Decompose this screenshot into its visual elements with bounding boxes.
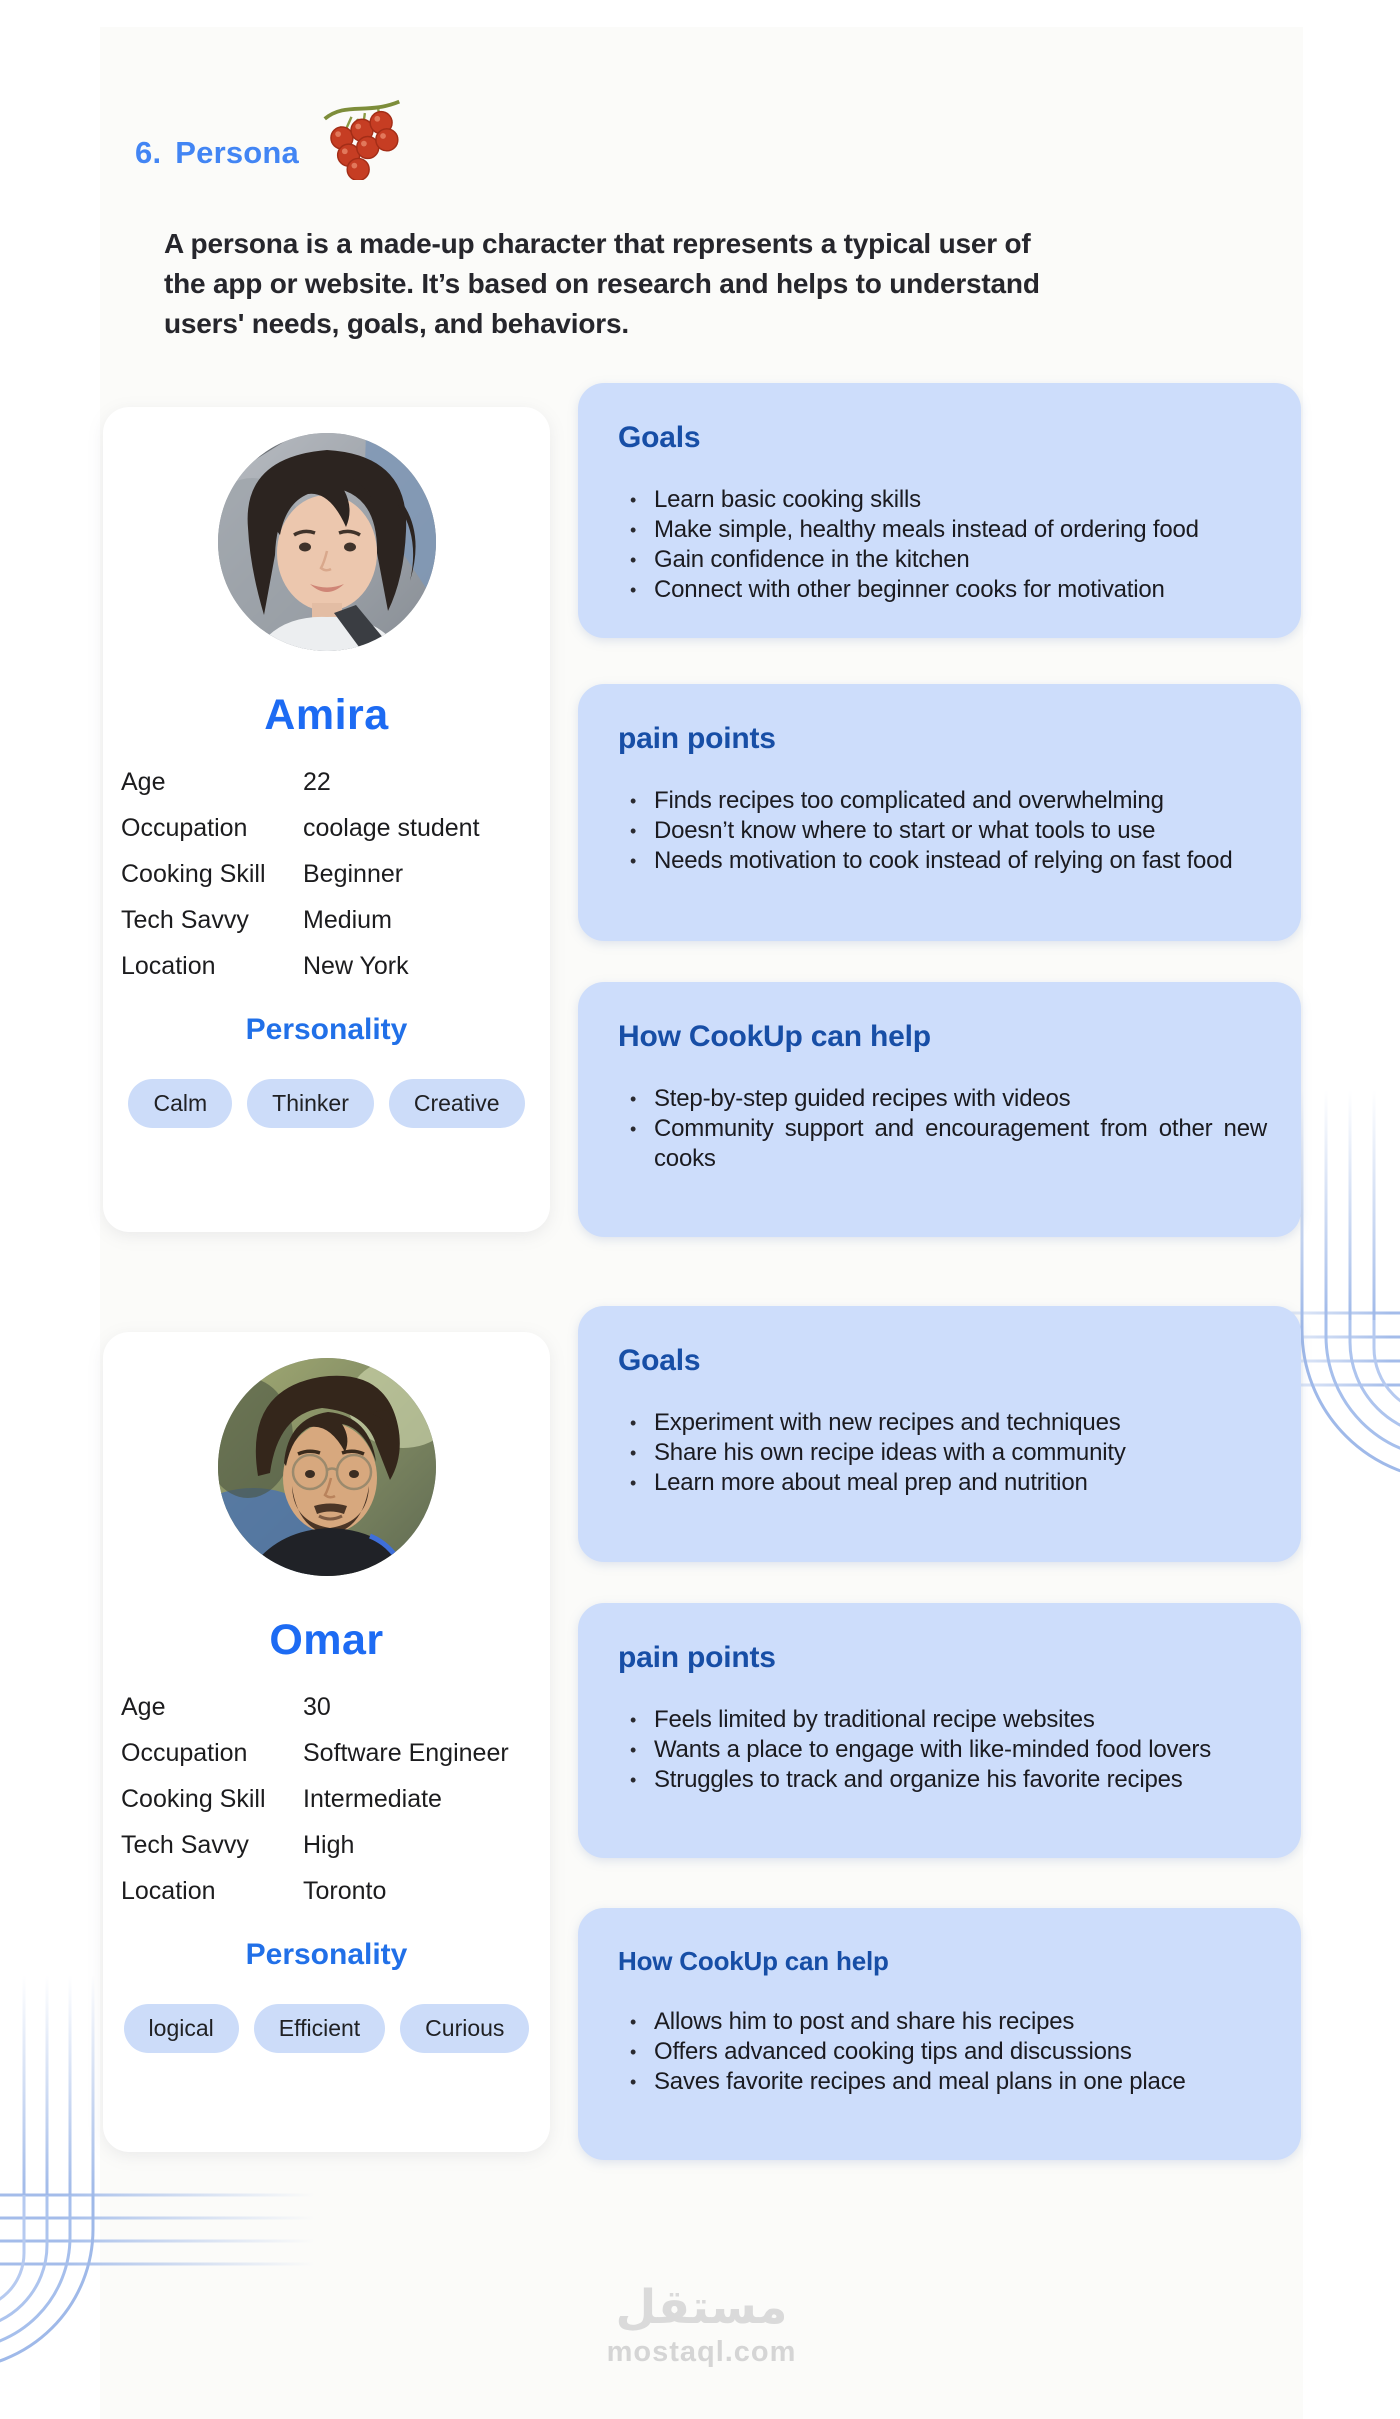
section-title [135,118,405,188]
trait-pill: Calm [128,1079,232,1128]
personality-title: Personality [245,1938,408,1971]
persona-card-amira [103,407,550,1232]
box-item: • Experiment with new recipes and techniques [626,1408,1267,1438]
attribute-list [121,1693,530,1906]
attribute-label: Cooking Skill [121,1785,266,1813]
watermark [100,2282,1303,2369]
box-items [618,2007,1267,2097]
box-item: • Struggles to track and organize his favorite recipes [626,1765,1267,1795]
pain-points-box-omar [578,1603,1301,1858]
goals-box-omar [578,1306,1301,1562]
attribute-label: Tech Savvy [121,1831,249,1859]
box-item: • Allows him to post and share his recipes [626,2007,1267,2037]
box-title: Goals [618,1344,701,1377]
box-item: • Learn basic cooking skills [626,485,1267,515]
attribute-value: Intermediate [303,1785,442,1813]
attribute-value: Software Engineer [303,1739,509,1767]
help-box-amira [578,982,1301,1237]
trait-pill: logical [124,2004,239,2053]
box-items [618,485,1267,605]
attribute-value: coolage student [303,814,480,842]
box-item: • Needs motivation to cook instead of relying on fast food [626,846,1267,876]
box-items [618,786,1267,876]
attribute-value: New York [303,952,409,980]
attribute-row [121,1785,530,1814]
box-item: • Make simple, healthy meals instead of ordering food [626,515,1267,545]
box-item: • Saves favorite recipes and meal plans in one place [626,2067,1267,2097]
attribute-label: Tech Savvy [121,906,249,934]
amira-photo [218,433,436,651]
trait-pill: Efficient [254,2004,385,2053]
attribute-label: Cooking Skill [121,860,266,888]
attribute-label: Age [121,768,166,796]
cherry-tomatoes-icon [319,92,405,188]
attribute-label: Location [121,952,216,980]
section-title-text: Persona [175,135,300,170]
box-title: How CookUp can help [618,1946,889,1976]
attribute-value: 22 [303,768,331,796]
attribute-row [121,814,530,843]
persona-description: A persona is a made-up character that represents a typical user of the app or website. It’s based on research and helps to understand users' needs, goals, and behaviors. [164,228,1040,339]
persona-card-omar [103,1332,550,2152]
box-items [618,1408,1267,1498]
attribute-list [121,768,530,981]
attribute-row [121,860,530,889]
personality-title: Personality [245,1013,408,1046]
pain-points-box-amira [578,684,1301,941]
omar-photo [218,1358,436,1576]
attribute-row [121,1831,530,1860]
attribute-value: 30 [303,1693,331,1721]
box-title: pain points [618,1641,776,1674]
box-item: • Connect with other beginner cooks for motivation [626,575,1267,605]
attribute-label: Age [121,1693,166,1721]
box-item: • Wants a place to engage with like-minded food lovers [626,1735,1267,1765]
attribute-row [121,1739,530,1768]
box-item: • Share his own recipe ideas with a community [626,1438,1267,1468]
box-item: • Gain confidence in the kitchen [626,545,1267,575]
trait-pills [103,1079,550,1128]
box-item: • Offers advanced cooking tips and discussions [626,2037,1267,2067]
attribute-label: Occupation [121,1739,248,1767]
box-title: pain points [618,722,776,755]
box-item: • Community support and encouragement from other new cooks [626,1114,1267,1174]
box-title: Goals [618,421,701,454]
trait-pill: Curious [400,2004,529,2053]
trait-pills [103,2004,550,2053]
persona-name: Omar [269,1616,384,1664]
box-title: How CookUp can help [618,1020,931,1053]
attribute-label: Location [121,1877,216,1905]
box-item: • Step-by-step guided recipes with videos [626,1084,1267,1114]
box-item: • Doesn’t know where to start or what tools to use [626,816,1267,846]
box-item: • Learn more about meal prep and nutrition [626,1468,1267,1498]
attribute-value: Medium [303,906,392,934]
goals-box-amira [578,383,1301,638]
persona-name: Amira [264,691,389,739]
attribute-value: High [303,1831,355,1859]
trait-pill: Thinker [247,1079,374,1128]
attribute-row [121,1693,530,1722]
box-items [618,1084,1267,1174]
attribute-value: Beginner [303,860,404,888]
attribute-label: Occupation [121,814,248,842]
help-box-omar [578,1908,1301,2160]
trait-pill: Creative [389,1079,525,1128]
mostaql-logo-arabic: مستقل [615,2280,788,2335]
attribute-row [121,906,530,935]
box-items [618,1705,1267,1795]
mostaql-domain: mostaql.com [606,2335,797,2368]
attribute-row [121,1877,530,1906]
attribute-row [121,768,530,797]
section-number: 6. [135,135,162,170]
attribute-value: Toronto [303,1877,387,1905]
box-item: • Feels limited by traditional recipe websites [626,1705,1267,1735]
attribute-row [121,952,530,981]
box-item: • Finds recipes too complicated and overwhelming [626,786,1267,816]
